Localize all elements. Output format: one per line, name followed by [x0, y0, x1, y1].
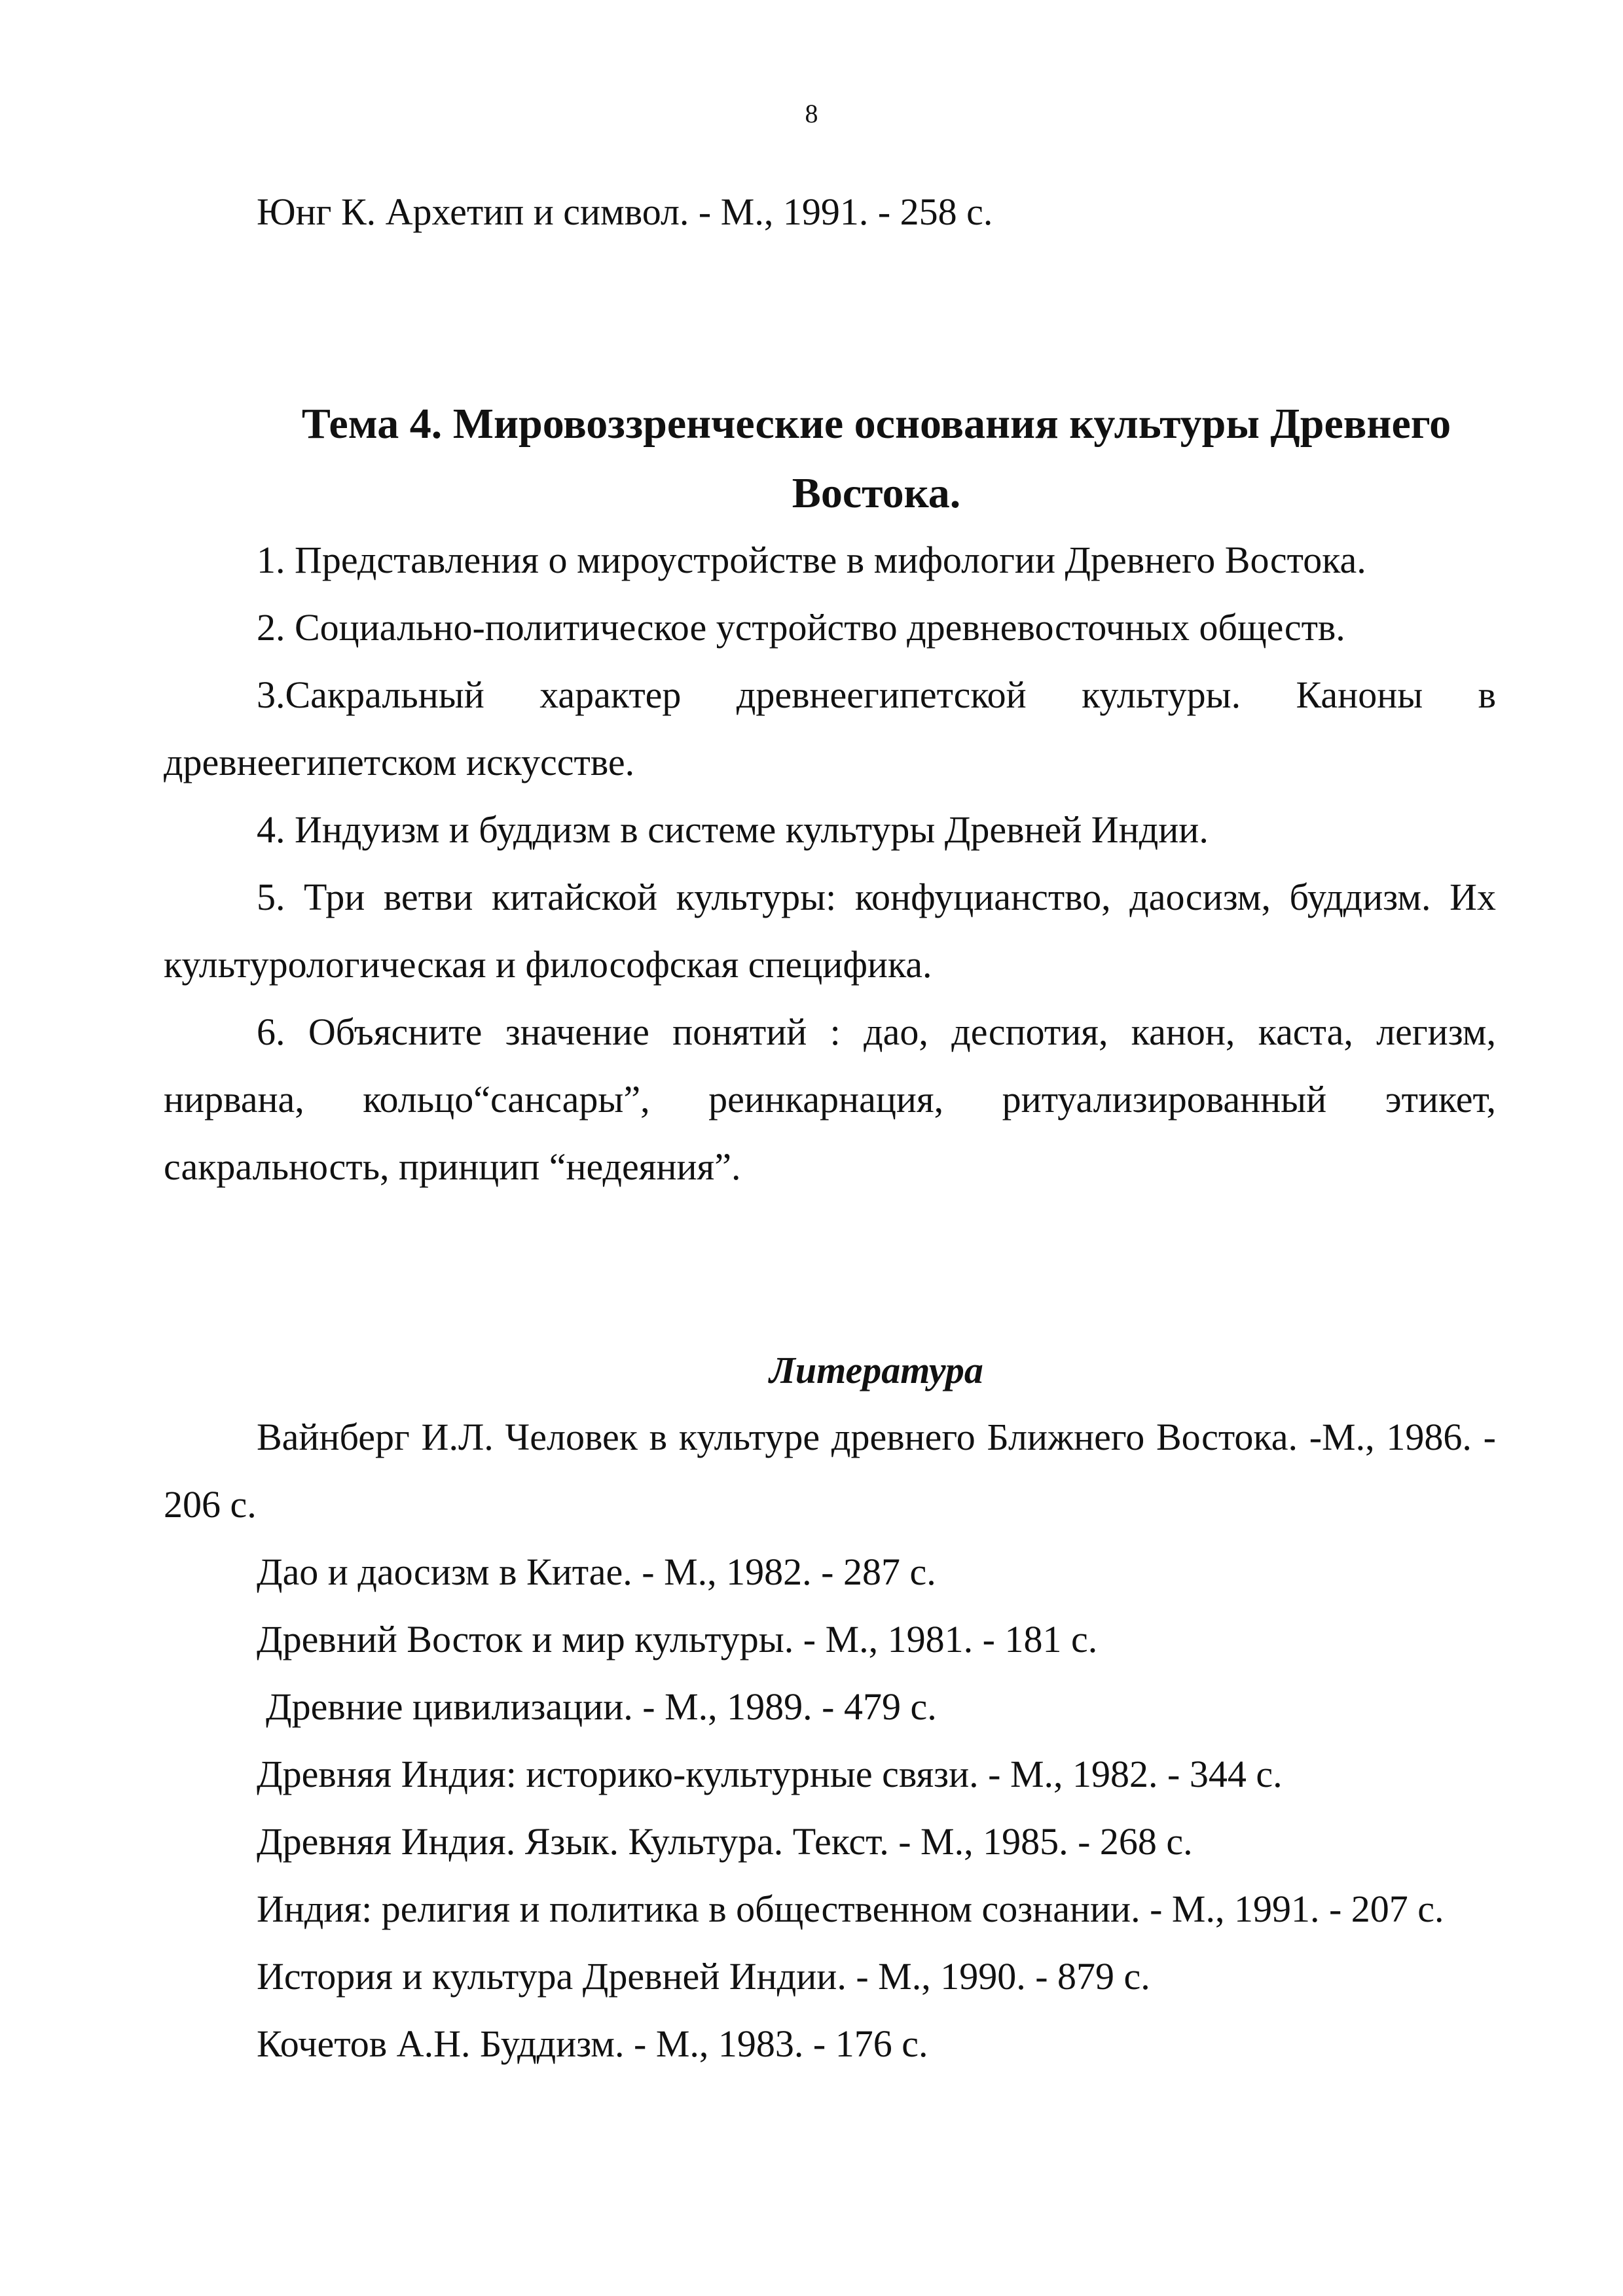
- question-item: 2. Социально-политическое устройство древневосточных обществ.: [257, 606, 1345, 649]
- top-reference: Юнг К. Архетип и символ. - М., 1991. - 258 с.: [257, 190, 993, 233]
- literature-item: Дао и даосизм в Китае. - М., 1982. - 287 с.: [257, 1551, 936, 1593]
- literature-list: [164, 1403, 1496, 2077]
- literature-item: Древние цивилизации. - М., 1989. - 479 с.: [266, 1685, 937, 1728]
- literature-item: Индия: религия и политика в общественном сознании. - М., 1991. - 207 с.: [257, 1888, 1444, 1930]
- page-number: 8: [805, 99, 818, 128]
- question-item: 6. Объясните значение понятий : дао, деспотия, канон, каста, легизм, нирвана, кольцо“сансары”, реинкарнация, ритуализированный этикет, сакральность, принцип “недеяния”.: [164, 1011, 1496, 1188]
- literature-item: Древний Восток и мир культуры. - М., 1981. - 181 с.: [257, 1618, 1098, 1660]
- topic-title: Тема 4. Мировоззренческие основания культуры Древнего: [301, 400, 1451, 448]
- literature-item: Древняя Индия: историко-культурные связи. - М., 1982. - 344 с.: [257, 1753, 1283, 1795]
- literature-heading: Литература: [769, 1349, 983, 1391]
- question-item: 3.Сакральный характер древнеегипетской культуры. Каноны в древнеегипетском искусстве.: [164, 673, 1496, 783]
- question-item: 1. Представления о мироустройстве в мифологии Древнего Востока.: [257, 539, 1366, 581]
- literature-item: Кочетов А.Н. Буддизм. - М., 1983. - 176 с.: [257, 2022, 928, 2065]
- topic-title-continued: Востока.: [792, 469, 961, 517]
- literature-item: История и культура Древней Индии. - М., 1990. - 879 с.: [257, 1955, 1150, 1998]
- topic-questions-list: [164, 526, 1496, 1200]
- literature-item: Древняя Индия. Язык. Культура. Текст. - М., 1985. - 268 с.: [257, 1820, 1193, 1863]
- document-body: [164, 178, 1496, 2077]
- literature-item: Вайнберг И.Л. Человек в культуре древнего Ближнего Востока. -М., 1986. - 206 с.: [164, 1416, 1496, 1526]
- question-item: 5. Три ветви китайской культуры: конфуцианство, даосизм, буддизм. Их культурологическая и философская специфика.: [164, 876, 1496, 986]
- question-item: 4. Индуизм и буддизм в системе культуры Древней Индии.: [257, 808, 1209, 851]
